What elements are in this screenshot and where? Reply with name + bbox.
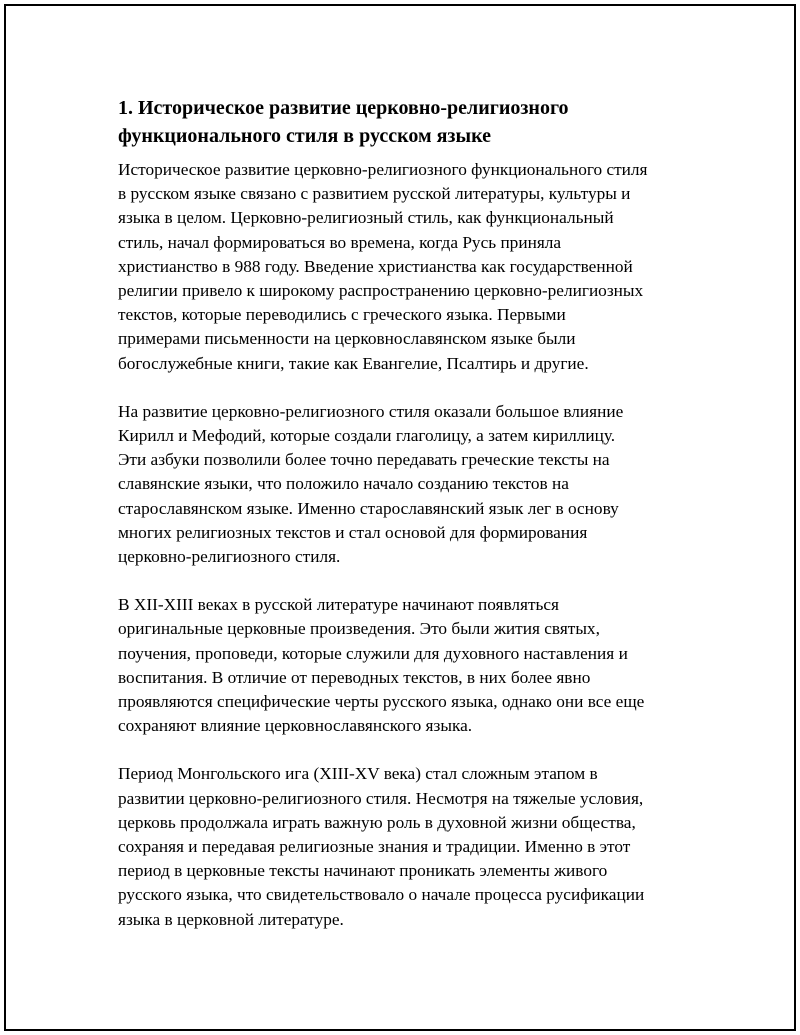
text-line: языка в целом. Церковно-религиозный стиль, как функциональный xyxy=(118,208,614,228)
text-line: русского языка, что свидетельствовало о начале процесса русификации xyxy=(118,885,645,905)
paragraph xyxy=(118,593,690,738)
text-line: период в церковные тексты начинают проникать элементы живого xyxy=(118,861,608,881)
text-line: оригинальные церковные произведения. Это были жития святых, xyxy=(118,619,600,639)
text-line: сохраняя и передавая религиозные знания и традиции. Именно в этот xyxy=(118,837,631,857)
text-line: Историческое развитие церковно-религиозного функционального стиля xyxy=(118,160,648,179)
text-line: церковно-религиозного стиля. xyxy=(118,547,341,567)
text-line: стиль, начал формироваться во времена, когда Русь приняла xyxy=(118,232,562,252)
text-line: славянские языки, что положило начало созданию текстов на xyxy=(118,474,569,494)
text-line: развитии церковно-религиозного стиля. Несмотря на тяжелые условия, xyxy=(118,788,644,808)
text-line: церковь продолжала играть важную роль в духовной жизни общества, xyxy=(118,812,636,832)
text-line: проявляются специфические черты русского языка, однако они все еще xyxy=(118,692,645,712)
text-line: в русском языке связано с развитием русской литературы, культуры и xyxy=(118,184,631,204)
paragraph xyxy=(118,158,690,376)
text-line: Период Монгольского ига (XIII-XV века) стал сложным этапом в xyxy=(118,764,598,784)
text-line: На развитие церковно-религиозного стиля оказали большое влияние xyxy=(118,401,624,421)
paragraph xyxy=(118,762,690,931)
text-line: богослужебные книги, такие как Евангелие, Псалтирь и другие. xyxy=(118,353,589,373)
text-line: текстов, которые переводились с греческого языка. Первыми xyxy=(118,305,566,325)
text-line: примерами письменности на церковнославянском языке были xyxy=(118,329,576,349)
heading-line: функционального стиля в русском языке xyxy=(118,125,491,147)
text-line: В XII-XIII веках в русской литературе начинают появляться xyxy=(118,595,560,615)
text-line: Эти азбуки позволили более точно передавать греческие тексты на xyxy=(118,450,610,470)
text-line: воспитания. В отличие от переводных текстов, в них более явно xyxy=(118,667,591,687)
text-line: старославянском языке. Именно старославянский язык лег в основу xyxy=(118,498,619,518)
text-line: Кирилл и Мефодий, которые создали глаголицу, а затем кириллицу. xyxy=(118,426,616,446)
text-line: религии привело к широкому распространению церковно-религиозных xyxy=(118,281,644,301)
paragraph xyxy=(118,400,690,569)
text-line: поучения, проповеди, которые служили для духовного наставления и xyxy=(118,643,628,663)
text-line: сохраняют влияние церковнославянского языка. xyxy=(118,716,473,736)
heading-line: 1. Историческое развитие церковно-религиозного xyxy=(118,97,569,119)
section-heading xyxy=(118,94,690,150)
document-body xyxy=(118,94,690,956)
text-line: многих религиозных текстов и стал основой для формирования xyxy=(118,522,588,542)
text-line: языка в церковной литературе. xyxy=(118,909,344,929)
text-line: христианство в 988 году. Введение христианства как государственной xyxy=(118,256,633,276)
